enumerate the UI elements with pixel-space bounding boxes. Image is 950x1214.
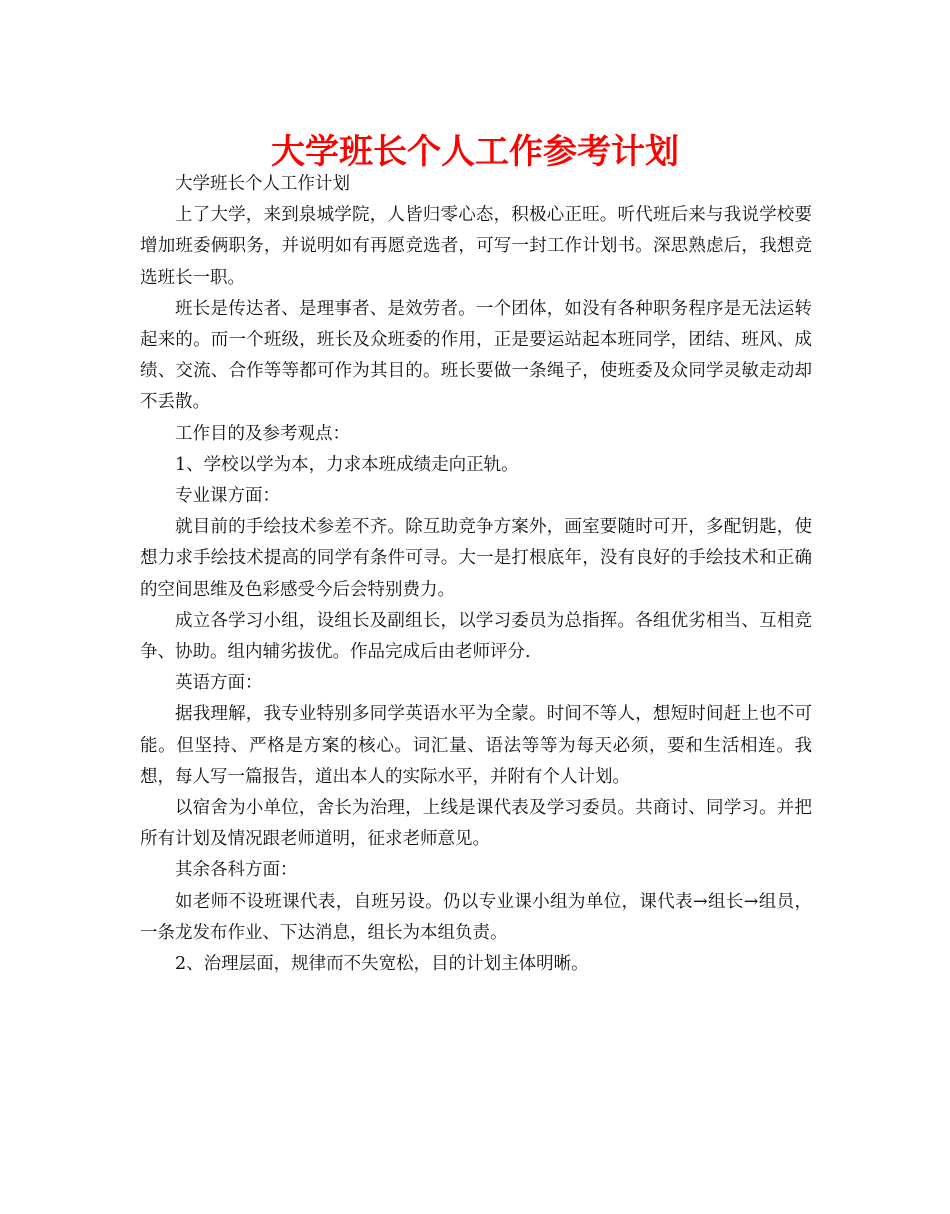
paragraph-subtitle: 大学班长个人工作计划 — [175, 174, 350, 194]
list-item: 1、学校以学为本，力求本班成绩走向正轨。 — [175, 454, 519, 475]
paragraph: 班长是传达者、是理事者、是效劳者。一个团体，如没有各种职务程序是无法运转起来的。而一个班级，班长及众班委的作用，正是要运站起本班同学，团结、班风、成绩、交流、合作等等都可作为其目的。班长要做一条绳子，使班委及众同学灵敏走动却不丢散。 — [140, 298, 812, 413]
paragraph: 成立各学习小组，设组长及副组长，以学习委员为总指挥。各组优劣相当、互相竞争、协助。组内辅劣拔优。作品完成后由老师评分. — [140, 610, 812, 663]
paragraph: 就目前的手绘技术参差不齐。除互助竞争方案外，画室要随时可开，多配钥匙，使想力求手绘技术提高的同学有条件可寻。大一是打根底年，没有良好的手绘技术和正确的空间思维及色彩感受今后会特别费力。 — [140, 517, 812, 600]
section-heading: 英语方面： — [175, 673, 263, 694]
section-heading: 其余各科方面： — [175, 860, 298, 881]
list-item: 2、治理层面，规律而不失宽松，目的计划主体明晰。 — [175, 954, 589, 975]
paragraph: 据我理解，我专业特别多同学英语水平为全蒙。时间不等人，想短时间赶上也不可能。但坚持、严格是方案的核心。词汇量、语法等等为每天必须，要和生活相连。我想，每人写一篇报告，道出本人的实际水平，并附有个人计划。 — [140, 704, 812, 787]
document-body — [140, 169, 812, 980]
document-title: 大学班长个人工作参考计划 — [271, 132, 679, 172]
paragraph: 如老师不设班课代表，自班另设。仍以专业课小组为单位，课代表→组长→组员，一条龙发布作业、下达消息，组长为本组负责。 — [140, 891, 812, 943]
section-heading: 工作目的及参考观点： — [175, 423, 350, 444]
paragraph: 上了大学，来到泉城学院，人皆归零心态，积极心正旺。听代班后来与我说学校要增加班委俩职务，并说明如有再愿竞选者，可写一封工作计划书。深思熟虑后，我想竞选班长一职。 — [140, 205, 812, 288]
paragraph: 以宿舍为小单位，舍长为治理，上线是课代表及学习委员。共商讨、同学习。并把所有计划及情况跟老师道明，征求老师意见。 — [140, 798, 812, 850]
section-heading: 专业课方面： — [175, 486, 280, 507]
